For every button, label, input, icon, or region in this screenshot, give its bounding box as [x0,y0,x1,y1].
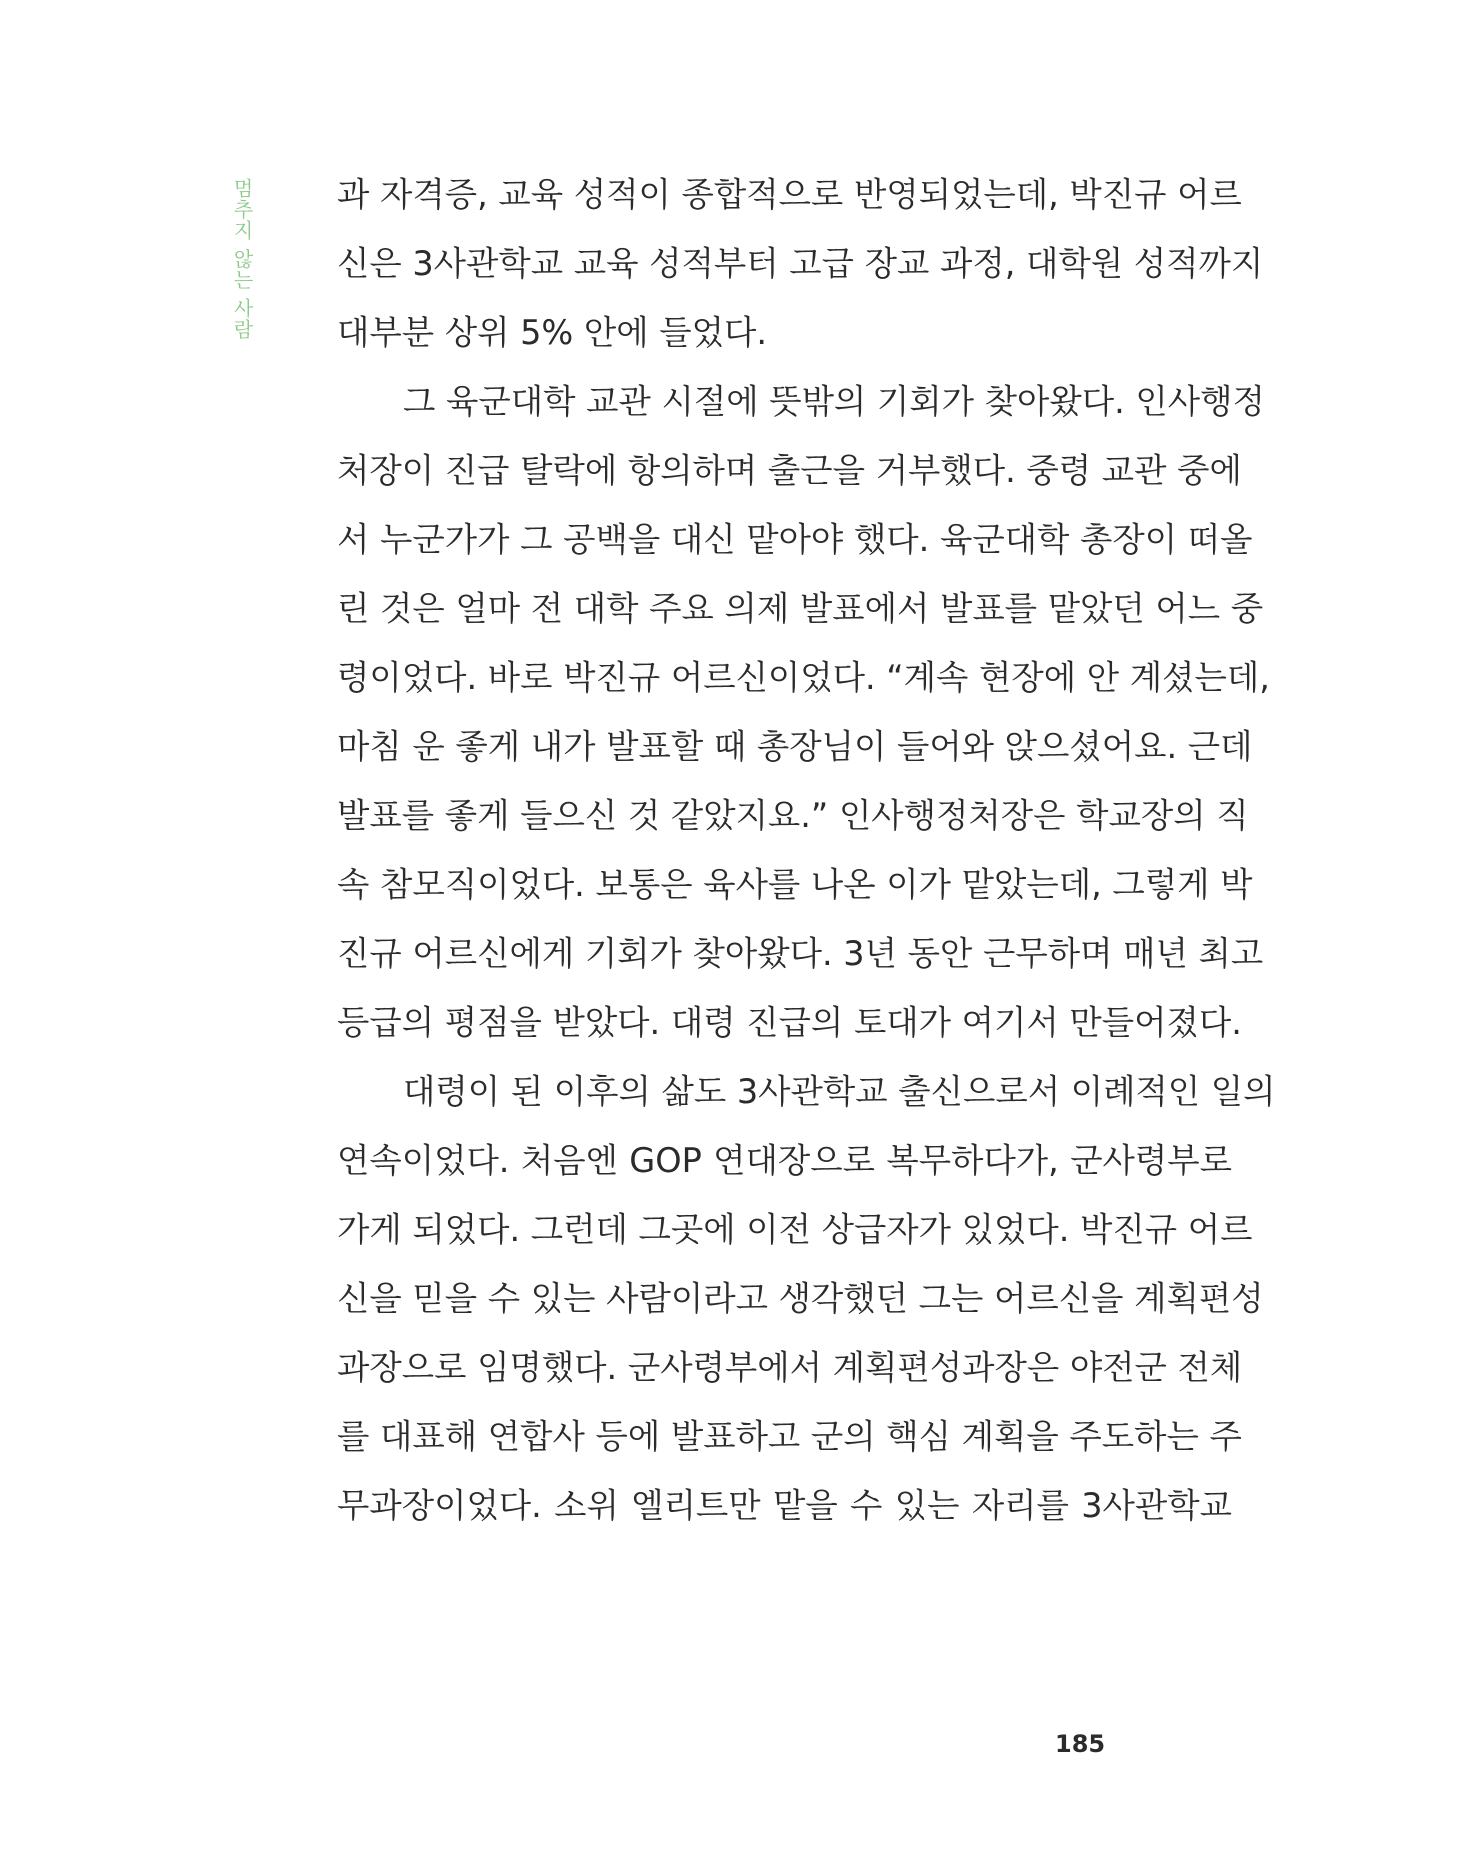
text-line: 신을 믿을 수 있는 사람이라고 생각했던 그는 어르신을 계획편성 [337,1279,1264,1318]
text-line: 서 누군가가 그 공백을 대신 맡아야 했다. 육군대학 총장이 떠올 [337,520,1253,559]
text-line: 를 대표해 연합사 등에 발표하고 군의 핵심 계획을 주도하는 주 [337,1417,1242,1456]
text-line: 그 육군대학 교관 시절에 뜻밖의 기회가 찾아왔다. 인사행정 [403,382,1265,421]
text-line: 등급의 평점을 받았다. 대령 진급의 토대가 여기서 만들어졌다. [337,1003,1242,1042]
text-line: 가게 되었다. 그런데 그곳에 이전 상급자가 있었다. 박진규 어르 [337,1210,1253,1249]
text-line: 처장이 진급 탈락에 항의하며 출근을 거부했다. 중령 교관 중에 [337,451,1242,490]
text-line: 연속이었다. 처음엔 GOP 연대장으로 복무하다가, 군사령부로 [337,1141,1232,1180]
running-head: 멈추지 않는 사람 [230,178,254,340]
text-line: 린 것은 얼마 전 대학 주요 의제 발표에서 발표를 맡았던 어느 중 [337,589,1264,628]
text-line: 과장으로 임명했다. 군사령부에서 계획편성과장은 야전군 전체 [337,1348,1243,1387]
body-text [337,160,1276,1540]
text-line: 마침 운 좋게 내가 발표할 때 총장님이 들어와 앉으셨어요. 근데 [337,727,1253,766]
text-line: 과 자격증, 교육 성적이 종합적으로 반영되었는데, 박진규 어르 [337,175,1242,214]
text-line: 신은 3사관학교 교육 성적부터 고급 장교 과정, 대학원 성적까지 [337,244,1264,283]
text-line: 령이었다. 바로 박진규 어르신이었다. “계속 현장에 안 계셨는데, [337,658,1270,697]
text-line: 발표를 좋게 들으신 것 같았지요.” 인사행정처장은 학교장의 직 [337,796,1249,835]
text-line: 대령이 된 이후의 삶도 3사관학교 출신으로서 이례적인 일의 [403,1072,1276,1111]
page-number: 185 [1055,1730,1106,1758]
text-line: 진규 어르신에게 기회가 찾아왔다. 3년 동안 근무하며 매년 최고 [337,934,1264,973]
text-line: 무과장이었다. 소위 엘리트만 맡을 수 있는 자리를 3사관학교 [337,1486,1232,1525]
text-line: 속 참모직이었다. 보통은 육사를 나온 이가 맡았는데, 그렇게 박 [337,865,1253,904]
text-line: 대부분 상위 5% 안에 들었다. [337,313,767,352]
